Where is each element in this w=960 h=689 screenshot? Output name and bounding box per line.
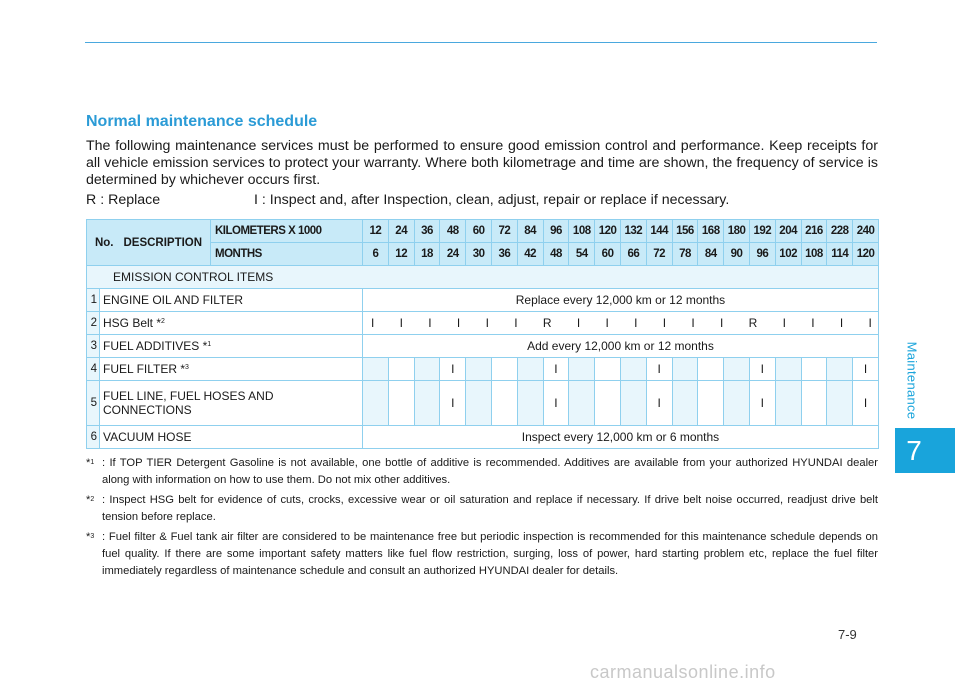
schedule-mark: I	[485, 316, 489, 330]
schedule-mark	[491, 381, 517, 426]
schedule-mark	[827, 381, 853, 426]
km-value: 144	[646, 220, 672, 243]
row-description: ENGINE OIL AND FILTER	[100, 289, 363, 312]
schedule-mark	[801, 358, 827, 381]
schedule-mark: I	[853, 358, 879, 381]
maintenance-schedule-table	[86, 219, 879, 449]
months-value: 72	[646, 243, 672, 266]
months-value: 66	[620, 243, 646, 266]
table-row	[87, 426, 879, 449]
km-label: KILOMETERS X 1000	[211, 220, 363, 243]
footnote: *$^2$ : Inspect HSG belt for evidence of cuts, crocks, excessive wear or oil saturation and replace if necessary. If drive belt noise occurred, readjust drive belt tension before replace.	[86, 494, 878, 523]
schedule-mark: I	[634, 316, 638, 330]
table-row	[87, 335, 879, 358]
months-value: 30	[466, 243, 492, 266]
months-value: 12	[388, 243, 414, 266]
schedule-mark: I	[749, 381, 775, 426]
header-row-km	[87, 220, 879, 243]
schedule-mark: I	[456, 316, 461, 330]
km-value: 168	[698, 220, 724, 243]
legend-replace: R : Replace	[86, 192, 161, 208]
km-value: 180	[724, 220, 750, 243]
table-row	[87, 312, 879, 335]
km-value: 156	[672, 220, 698, 243]
schedule-mark: I	[662, 316, 667, 330]
months-value: 6	[363, 243, 389, 266]
schedule-mark	[672, 381, 698, 426]
schedule-mark	[724, 381, 750, 426]
schedule-mark: I	[782, 316, 786, 330]
schedule-mark: I	[576, 316, 581, 330]
months-value: 102	[775, 243, 801, 266]
schedule-mark	[517, 381, 543, 426]
schedule-mark	[827, 358, 853, 381]
months-value: 24	[440, 243, 466, 266]
top-rule	[85, 42, 877, 43]
schedule-mark	[466, 381, 492, 426]
months-value: 114	[827, 243, 853, 266]
km-value: 192	[749, 220, 775, 243]
schedule-mark: I	[543, 381, 569, 426]
table-row	[87, 289, 879, 312]
row-interval-text: Replace every 12,000 km or 12 months	[363, 289, 879, 312]
schedule-mark	[595, 381, 621, 426]
schedule-mark	[466, 358, 492, 381]
row-number: 2	[87, 312, 100, 335]
months-value: 48	[543, 243, 569, 266]
schedule-mark	[569, 381, 595, 426]
schedule-mark	[775, 381, 801, 426]
schedule-mark: I	[749, 358, 775, 381]
schedule-mark	[724, 358, 750, 381]
row-number: 6	[87, 426, 100, 449]
section-title: Normal maintenance schedule	[86, 113, 318, 130]
intro-paragraph: The following maintenance services must be performed to ensure good emission control and performance. Keep receipts for all vehicle emission services to protect your warranty. Where both kilometrage and time are shown, the frequency of service is determined by whichever occurs first.	[86, 138, 878, 188]
months-value: 18	[414, 243, 440, 266]
row-number: 4	[87, 358, 100, 381]
footnotes	[86, 455, 878, 583]
schedule-mark: I	[691, 316, 695, 330]
km-value: 96	[543, 220, 569, 243]
watermark: carmanualsonline.info	[590, 662, 776, 682]
schedule-mark	[363, 381, 389, 426]
km-value: 60	[466, 220, 492, 243]
row-description: FUEL ADDITIVES *$^1$	[100, 335, 363, 358]
header-description: DESCRIPTION	[123, 236, 203, 249]
km-value: 120	[595, 220, 621, 243]
row-interval-text: Add every 12,000 km or 12 months	[363, 335, 879, 358]
table-row	[87, 358, 879, 381]
km-value: 48	[440, 220, 466, 243]
months-value: 54	[569, 243, 595, 266]
months-value: 96	[749, 243, 775, 266]
row-description: VACUUM HOSE	[100, 426, 363, 449]
schedule-mark	[363, 358, 389, 381]
schedule-mark	[491, 358, 517, 381]
legend-inspect: I : Inspect and, after Inspection, clean, adjust, repair or replace if necessary.	[254, 192, 730, 208]
chapter-tab-label: Maintenance	[904, 341, 920, 419]
page-number: 7-9	[838, 627, 857, 642]
footnote: *$^3$ : Fuel filter & Fuel tank air filter are considered to be maintenance free but periodic inspection is recommended for this maintenance schedule depends on fuel quality. If there are some important safety matters like fuel flow restriction, surging, loss of power, hard starting problem etc, replace the fuel filter immediately regardless of maintenance schedule and consult an authorized HYUNDAI dealer for details.	[86, 531, 878, 577]
months-value: 108	[801, 243, 827, 266]
schedule-mark: I	[440, 381, 466, 426]
schedule-mark: I	[514, 316, 518, 330]
schedule-mark	[569, 358, 595, 381]
schedule-mark: R	[748, 316, 758, 330]
months-value: 78	[672, 243, 698, 266]
row-marks	[363, 312, 879, 335]
km-value: 72	[491, 220, 517, 243]
schedule-mark	[698, 381, 724, 426]
schedule-mark	[801, 381, 827, 426]
km-value: 24	[388, 220, 414, 243]
schedule-mark	[414, 358, 440, 381]
km-value: 132	[620, 220, 646, 243]
legend	[86, 192, 730, 208]
row-number: 3	[87, 335, 100, 358]
schedule-mark: I	[371, 316, 375, 330]
km-value: 228	[827, 220, 853, 243]
schedule-mark: I	[440, 358, 466, 381]
months-value: 60	[595, 243, 621, 266]
km-value: 204	[775, 220, 801, 243]
row-description: FUEL FILTER *$^3$	[100, 358, 363, 381]
schedule-mark: I	[811, 316, 815, 330]
schedule-mark	[620, 381, 646, 426]
km-value: 108	[569, 220, 595, 243]
schedule-mark	[388, 381, 414, 426]
months-label: MONTHS	[211, 243, 363, 266]
schedule-mark	[388, 358, 414, 381]
row-description: HSG Belt *$^2$	[100, 312, 363, 335]
schedule-mark: I	[605, 316, 609, 330]
km-value: 36	[414, 220, 440, 243]
schedule-mark: I	[868, 316, 872, 330]
schedule-mark: I	[428, 316, 432, 330]
schedule-mark: I	[646, 358, 672, 381]
header-no-description	[87, 220, 211, 266]
km-value: 216	[801, 220, 827, 243]
schedule-mark: I	[853, 381, 879, 426]
row-interval-text: Inspect every 12,000 km or 6 months	[363, 426, 879, 449]
months-value: 120	[853, 243, 879, 266]
chapter-number-badge: 7	[895, 428, 955, 473]
months-value: 42	[517, 243, 543, 266]
schedule-mark	[672, 358, 698, 381]
schedule-mark	[517, 358, 543, 381]
schedule-mark: R	[542, 316, 552, 330]
row-description: FUEL LINE, FUEL HOSES AND CONNECTIONS	[100, 381, 363, 426]
group-emission-control: EMISSION CONTROL ITEMS	[87, 266, 879, 289]
schedule-mark: I	[646, 381, 672, 426]
header-no: No.	[94, 236, 114, 249]
months-value: 84	[698, 243, 724, 266]
schedule-mark: I	[543, 358, 569, 381]
km-value: 84	[517, 220, 543, 243]
schedule-mark	[414, 381, 440, 426]
table-row	[87, 381, 879, 426]
schedule-mark	[775, 358, 801, 381]
schedule-mark	[595, 358, 621, 381]
schedule-mark: I	[839, 316, 844, 330]
months-value: 36	[491, 243, 517, 266]
row-number: 5	[87, 381, 100, 426]
km-value: 12	[363, 220, 389, 243]
months-value: 90	[724, 243, 750, 266]
row-number: 1	[87, 289, 100, 312]
km-value: 240	[853, 220, 879, 243]
schedule-mark	[620, 358, 646, 381]
footnote: *$^1$ : If TOP TIER Detergent Gasoline is not available, one bottle of additive is recommended. Additives are available from your authorized HYUNDAI dealer along with information on how to use them. Do not mix other additives.	[86, 457, 878, 486]
schedule-mark: I	[399, 316, 403, 330]
schedule-mark	[698, 358, 724, 381]
schedule-mark: I	[720, 316, 724, 330]
